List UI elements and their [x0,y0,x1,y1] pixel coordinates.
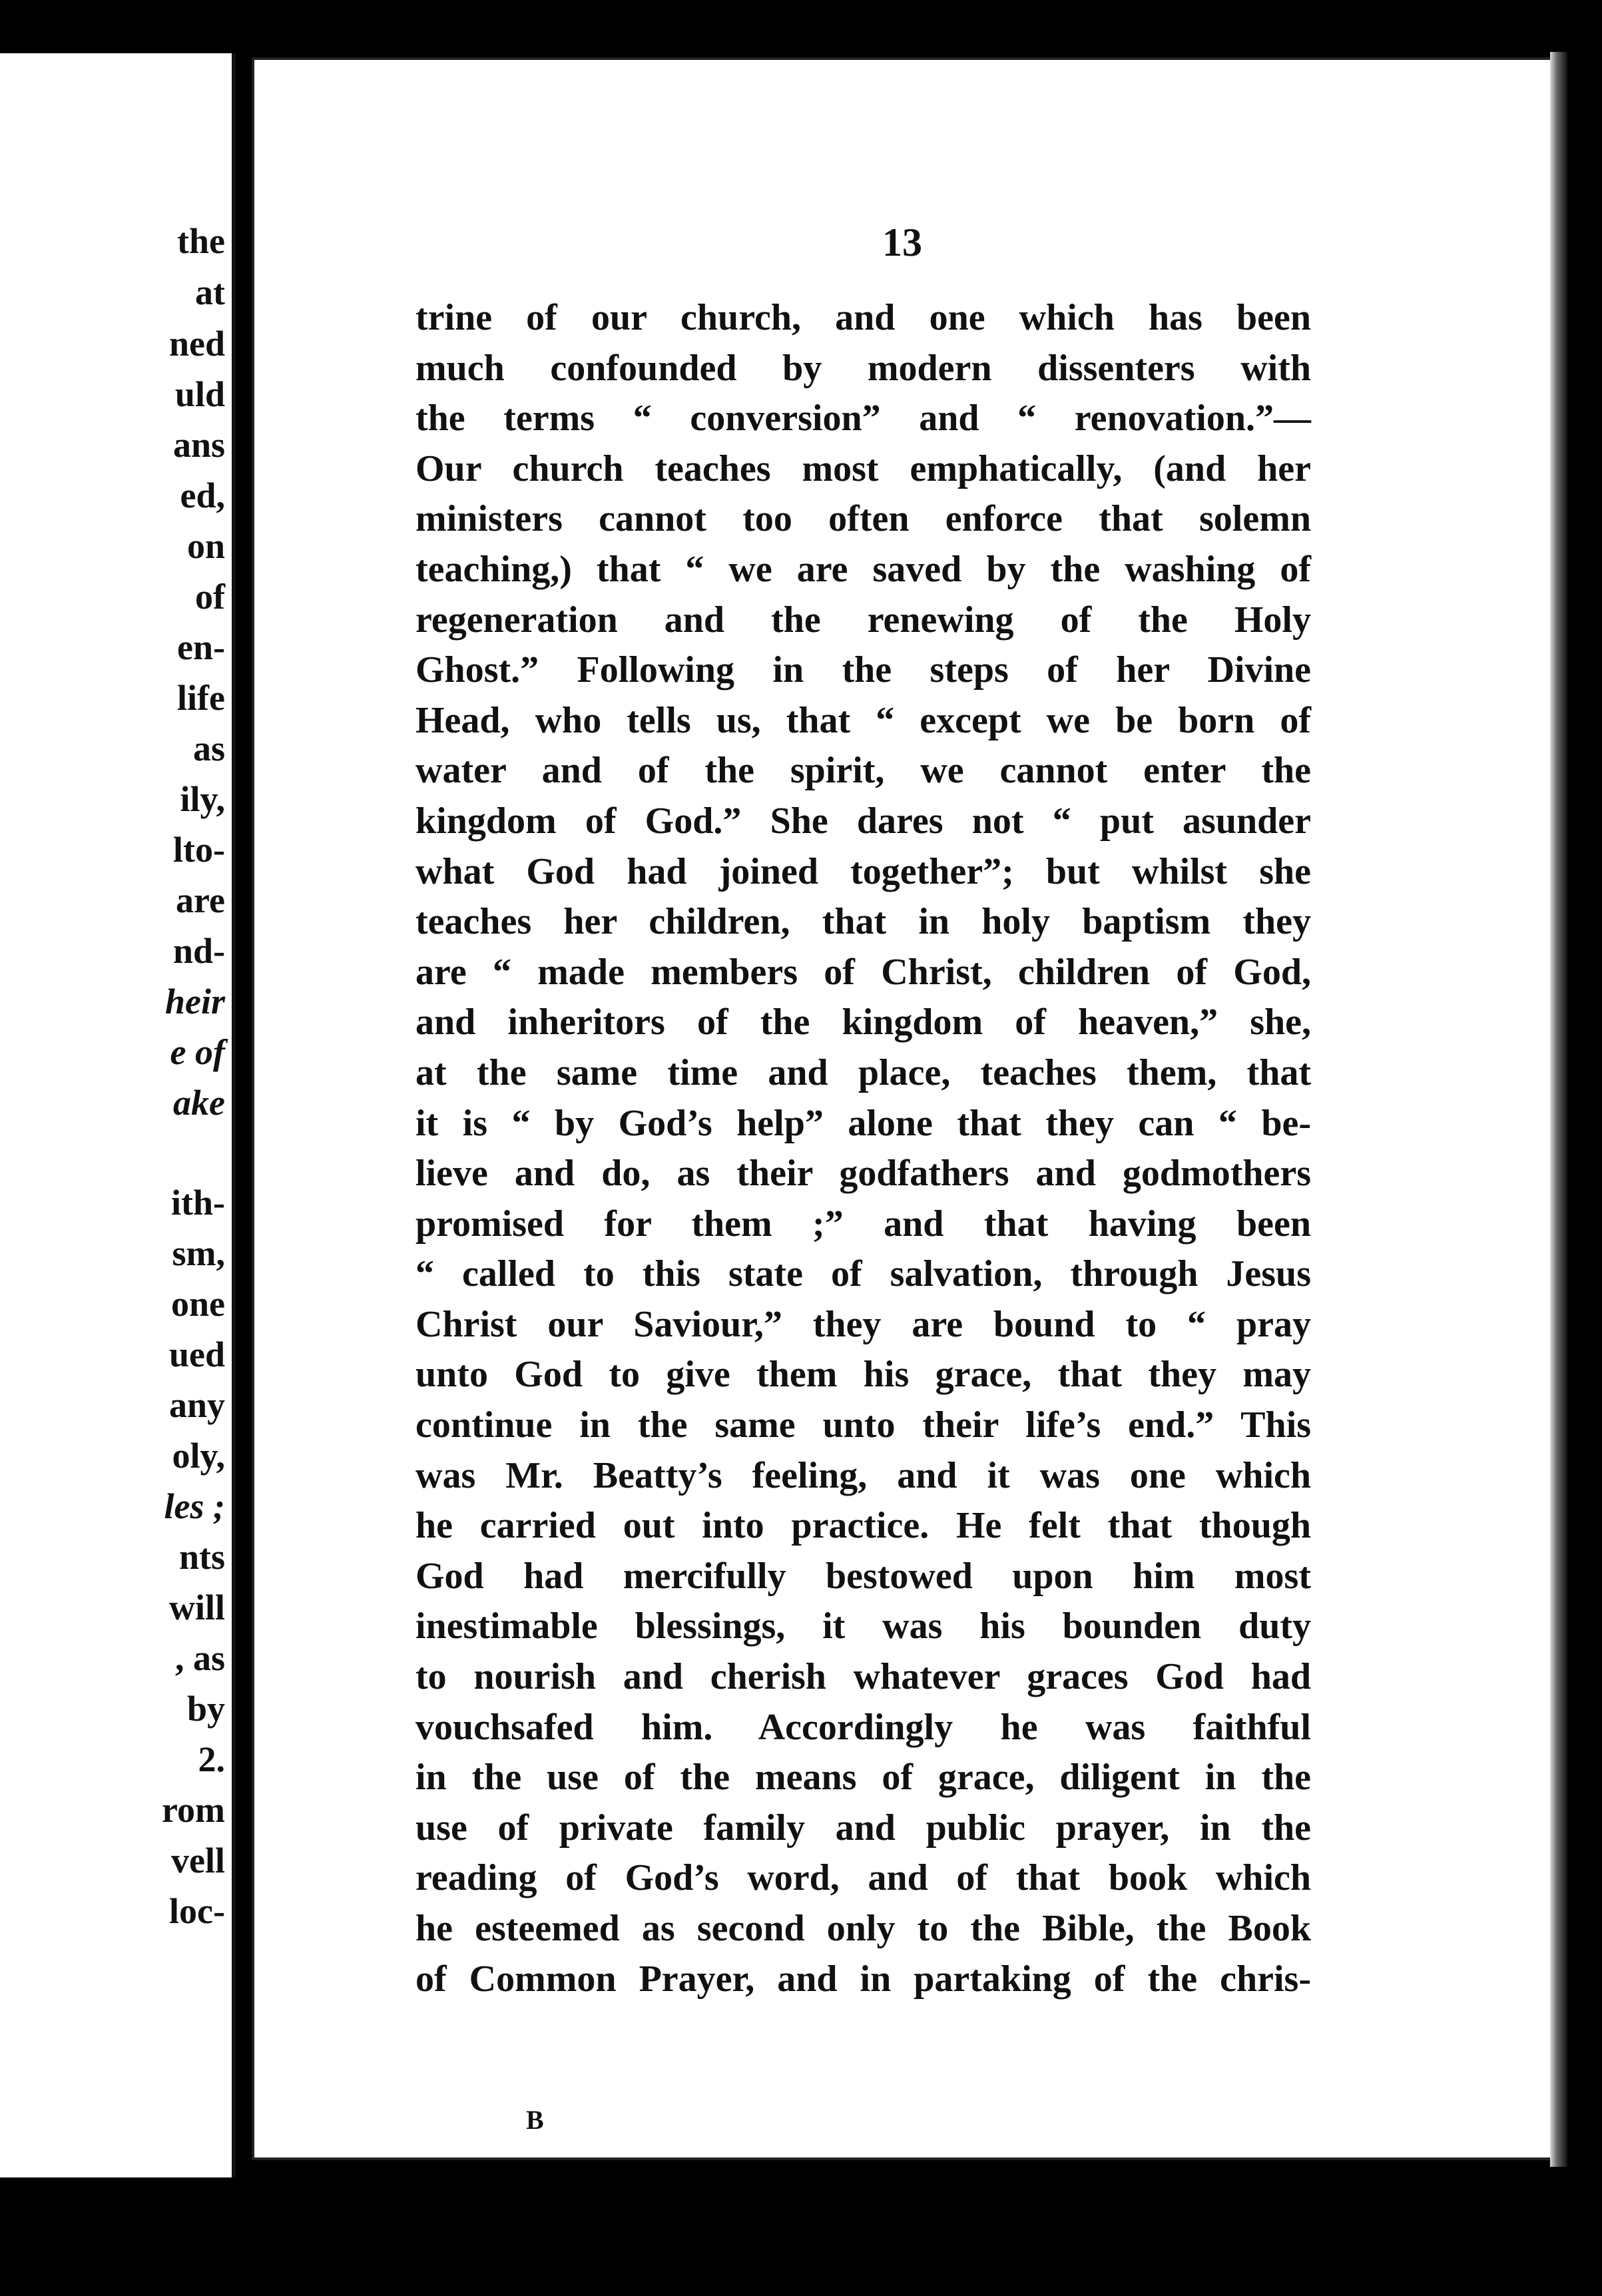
facing-page-line: any [168,1385,225,1425]
book-page [254,60,1550,2157]
text-line: water and of the spirit, we cannot enter the [415,750,1311,792]
facing-page-line: at [195,272,225,312]
page-number: 13 [882,220,922,264]
facing-page-line: oly, [172,1436,225,1476]
text-line: regeneration and the renewing of the Holy [415,599,1311,641]
text-line: “ called to this state of salvation, through Jesus [415,1253,1311,1295]
text-line: continue in the same unto their life’s end.” This [415,1404,1311,1446]
text-line: he esteemed as second only to the Bible, the Book [415,1908,1311,1949]
facing-page-line: , as [174,1638,225,1678]
page-body-text [415,293,1311,2004]
text-line: to nourish and cherish whatever graces God had [415,1656,1311,1698]
facing-page-fragment [0,53,236,2177]
facing-page-line: will [168,1587,225,1627]
signature-mark: B [526,2105,544,2135]
text-line: what God had joined together”; but whilst she [415,850,1311,892]
text-line: teaches her children, that in holy baptism they [415,901,1311,943]
text-line: promised for them ;” and that having been [415,1203,1311,1245]
facing-page-line: as [192,728,225,768]
facing-page-line: loc- [169,1891,225,1931]
text-line: Christ our Saviour,” they are bound to “ pray [415,1303,1311,1345]
text-line: he carried out into practice. He felt that though [415,1505,1311,1547]
text-line: of Common Prayer, and in partaking of the chris- [415,1958,1311,2000]
facing-page-line: ith- [171,1183,225,1223]
text-line: in the use of the means of grace, diligent in the [415,1757,1311,1799]
facing-page-line: one [171,1284,225,1324]
facing-page-line: rom [162,1790,225,1830]
text-line: ministers cannot too often enforce that solemn [415,498,1311,540]
facing-page-line: life [177,678,225,718]
text-line: teaching,) that “ we are saved by the washing of [415,548,1311,590]
facing-page-line: ake [173,1083,225,1123]
text-line: at the same time and place, teaches them, that [415,1051,1311,1093]
text-line: Our church teaches most emphatically, (and her [415,447,1311,489]
facing-page-line: by [186,1689,225,1729]
text-line: the terms “ conversion” and “ renovation.”— [415,398,1311,439]
facing-page-line: vell [171,1841,225,1880]
facing-page-line: lto- [173,830,225,870]
facing-page-line: ued [168,1334,225,1374]
facing-page-line: of [195,577,225,617]
text-line: it is “ by God’s help” alone that they can “ be- [415,1102,1311,1144]
text-line: Ghost.” Following in the steps of her Divine [415,649,1311,691]
text-line: God had mercifully bestowed upon him most [415,1555,1311,1597]
text-line: trine of our church, and one which has been [415,297,1311,338]
facing-page-line: ily, [180,779,225,819]
facing-page-line: ned [168,324,225,364]
facing-page-line: e of [170,1032,225,1072]
text-line: was Mr. Beatty’s feeling, and it was one which [415,1454,1311,1496]
text-line: use of private family and public prayer, in the [415,1807,1311,1849]
facing-page-line: ed, [180,475,225,515]
facing-page-line: nts [178,1537,225,1577]
facing-page-line: nd- [172,931,225,971]
text-line: lieve and do, as their godfathers and godmothers [415,1153,1311,1195]
text-line: reading of God’s word, and of that book which [415,1857,1311,1899]
text-line: Head, who tells us, that “ except we be born of [415,699,1311,741]
text-line: are “ made members of Christ, children of God, [415,951,1311,993]
text-line: vouchsafed him. Accordingly he was faithful [415,1706,1311,1748]
facing-page-line: on [186,526,225,566]
text-line: and inheritors of the kingdom of heaven,” she, [415,1002,1311,1043]
text-line: inestimable blessings, it was his bounden duty [415,1605,1311,1647]
facing-page-line: ans [172,425,225,465]
facing-page-line: are [176,880,225,920]
book-gutter [236,53,250,2184]
facing-page-line: les ; [164,1486,225,1526]
facing-page-line: 2. [198,1739,225,1779]
facing-page-line: en- [177,627,225,667]
facing-page-line: heir [164,982,225,1021]
facing-page-line: the [177,221,225,261]
text-line: unto God to give them his grace, that they may [415,1354,1311,1396]
text-line: kingdom of God.” She dares not “ put asunder [415,800,1311,842]
text-line: much confounded by modern dissenters with [415,347,1311,389]
facing-page-line: uld [174,374,225,414]
facing-page-line: sm, [172,1233,225,1273]
